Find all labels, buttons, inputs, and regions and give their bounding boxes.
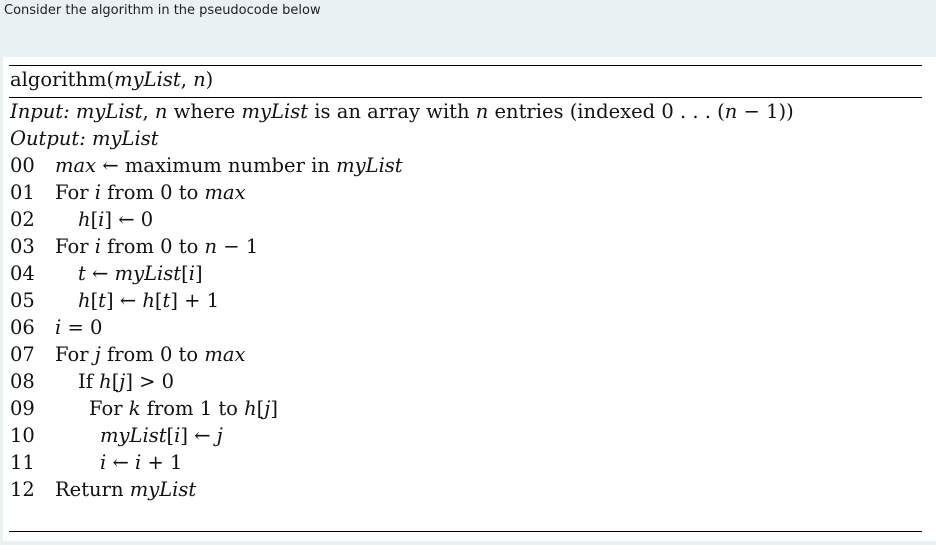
line-text: For i from 0 to n − 1 [55,235,259,258]
line-text: h[i] ← 0 [78,208,154,231]
line-text: h[t] ← h[t] + 1 [78,289,220,312]
line-number: 01 [10,181,35,204]
line-number: 05 [10,289,35,312]
line-text: For k from 1 to h[j] [89,397,278,420]
input-line: Input: myList, n where myList is an array with n entries (indexed 0 . . . (n − 1)) [10,100,794,123]
question-text: Consider the algorithm in the pseudocode below [4,3,321,18]
line-text: If h[j] > 0 [78,370,175,393]
line-text: i ← i + 1 [100,451,183,474]
line-number: 00 [10,154,35,177]
line-number: 11 [10,451,35,474]
line-number: 04 [10,262,35,285]
line-text: For j from 0 to max [55,343,246,366]
line-text: myList[i] ← j [100,424,223,447]
bottom-rule [9,531,922,532]
top-rule [9,65,922,66]
output-line: Output: myList [10,127,159,150]
header-rule [9,97,922,98]
line-number: 10 [10,424,35,447]
line-number: 09 [10,397,35,420]
line-number: 12 [10,478,35,501]
line-number: 06 [10,316,35,339]
line-text: For i from 0 to max [55,181,246,204]
line-text: Return myList [55,478,197,501]
algorithm-header: algorithm(myList, n) [10,68,214,91]
line-number: 03 [10,235,35,258]
line-number: 08 [10,370,35,393]
line-text: t ← myList[i] [78,262,203,285]
line-text: max ← maximum number in myList [55,154,403,177]
line-text: i = 0 [55,316,103,339]
line-number: 02 [10,208,35,231]
pseudocode-box [3,57,936,541]
line-number: 07 [10,343,35,366]
